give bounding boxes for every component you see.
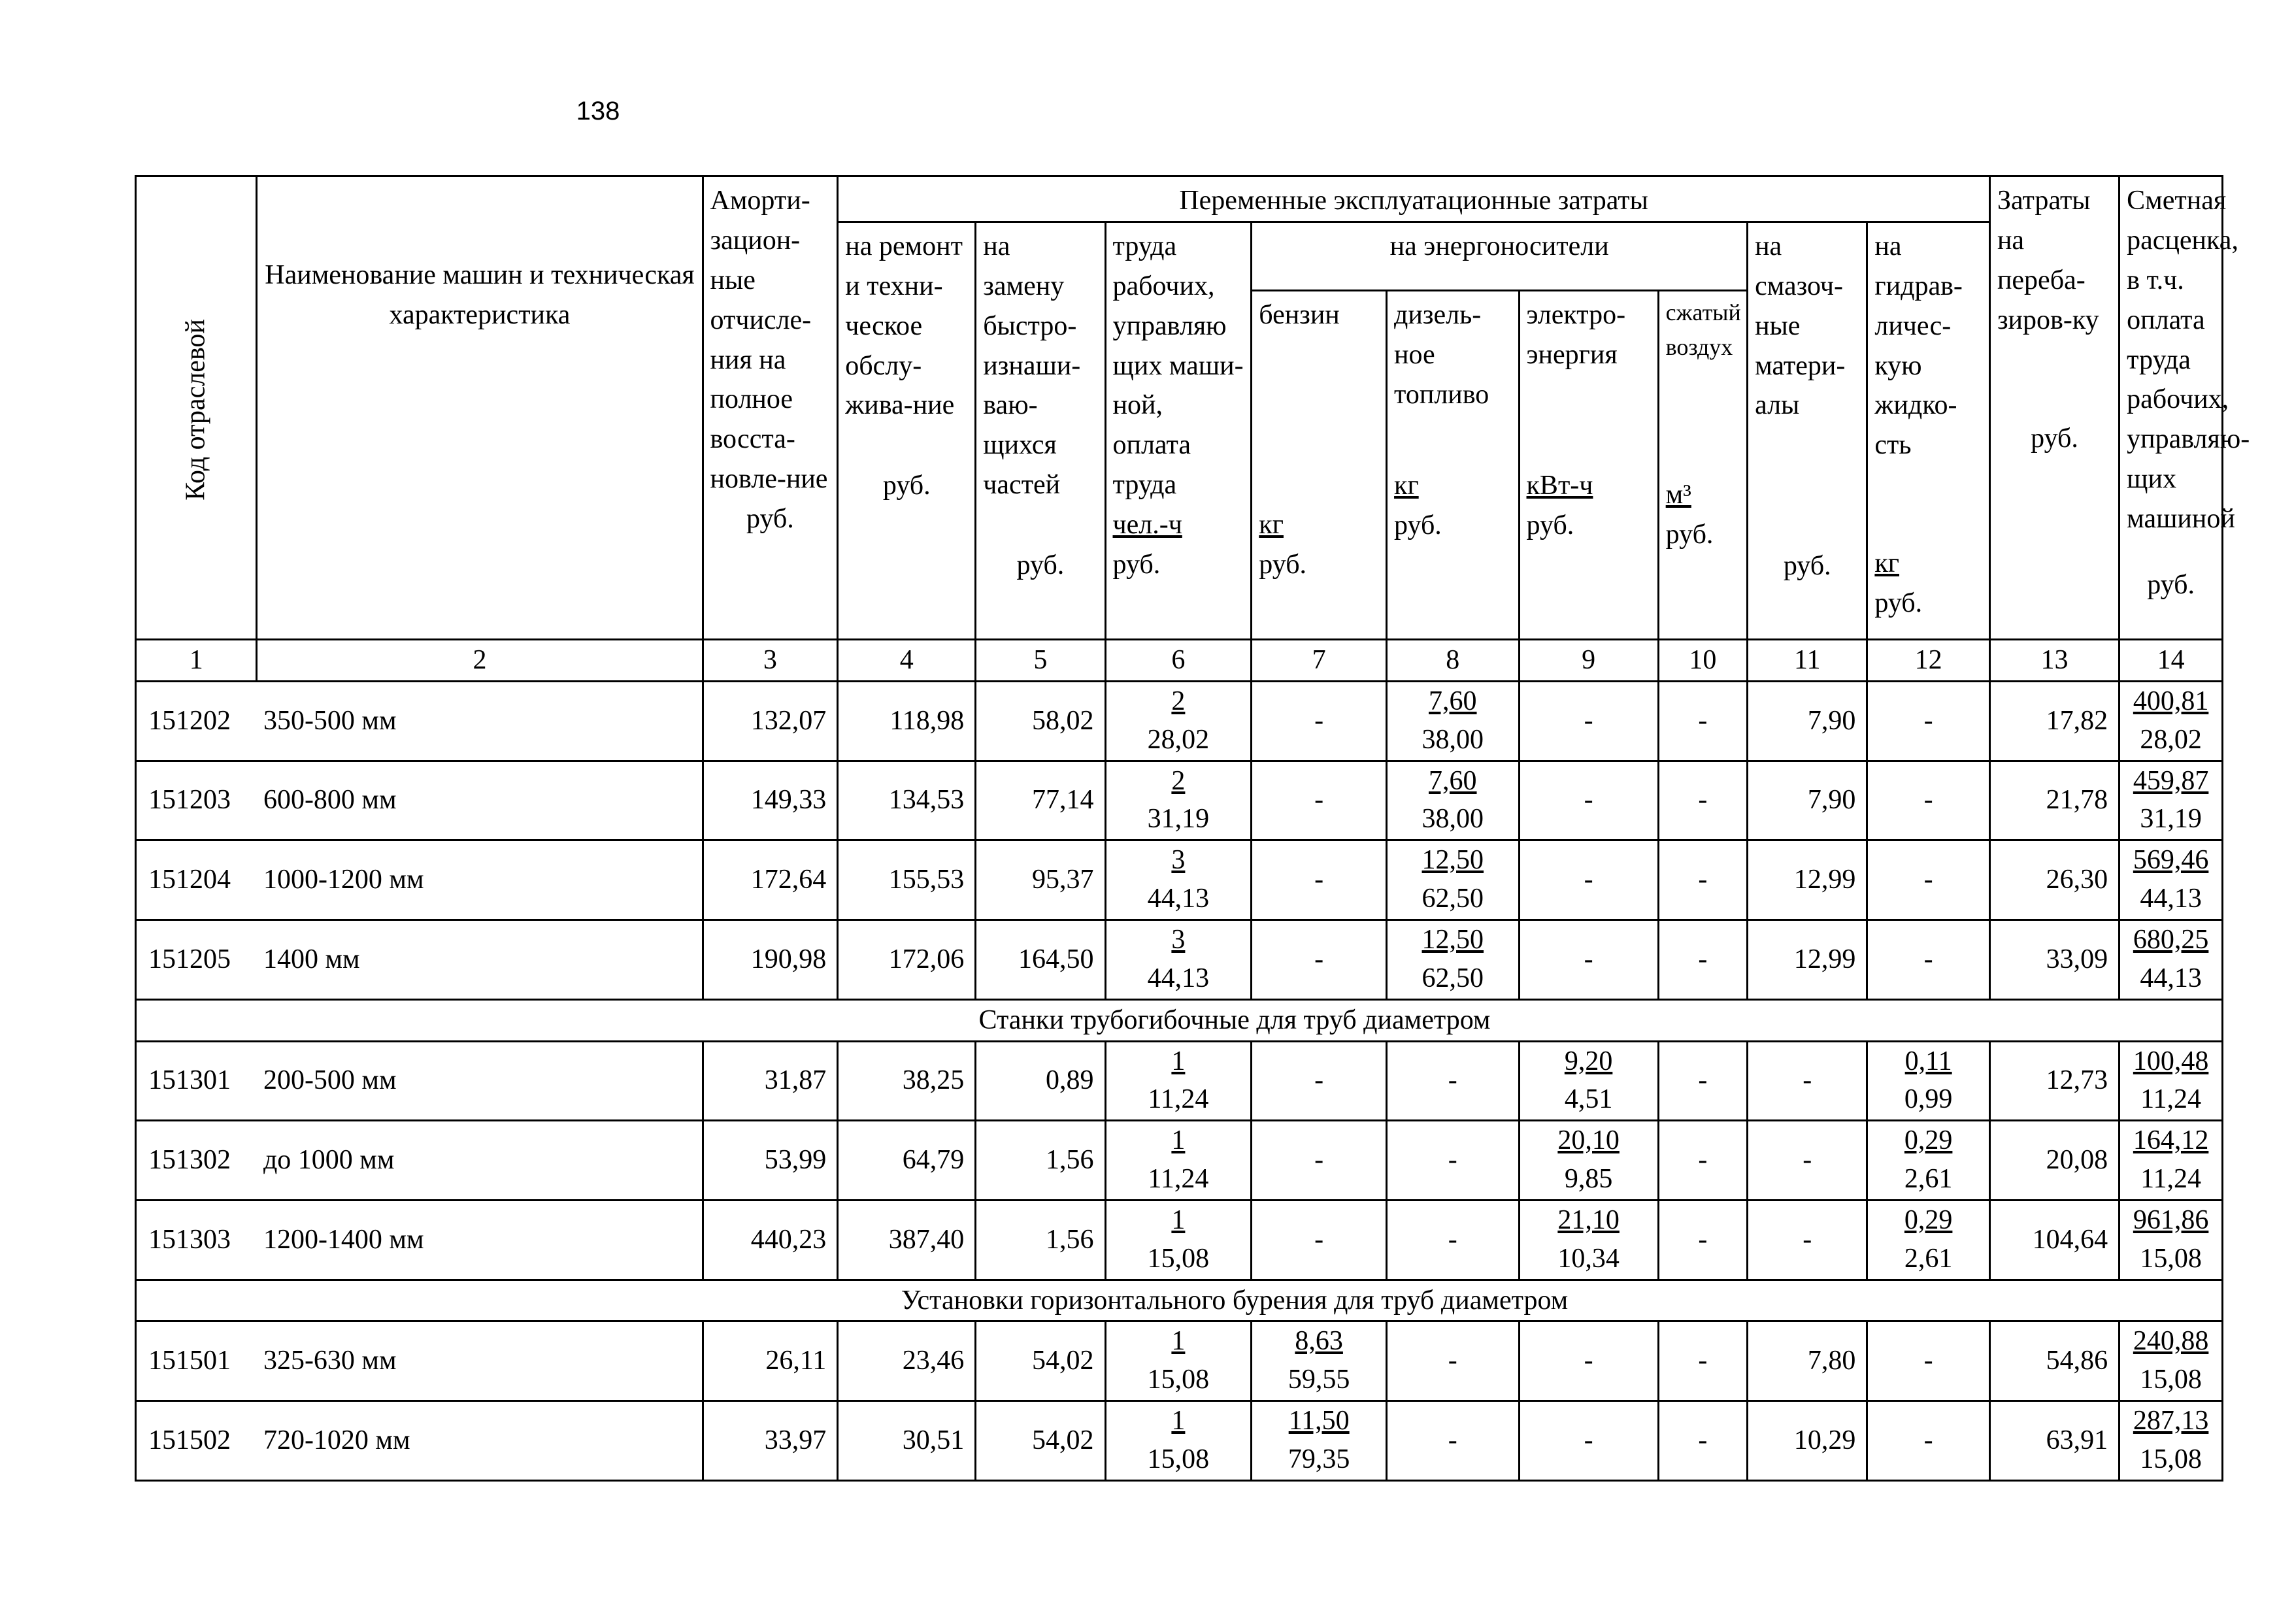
cell-air: - [1658, 1121, 1747, 1201]
column-number: 4 [838, 640, 976, 682]
cell-diesel [1387, 840, 1519, 920]
cell-lubricant: - [1748, 1200, 1867, 1280]
cell-value-top: 287,13 [2133, 1406, 2209, 1436]
cell-value-bottom: 79,35 [1288, 1444, 1350, 1474]
page-number: 138 [576, 97, 620, 125]
header-code: Код отраслевой [136, 176, 257, 640]
header-estimate: Сметная расценка, в т.ч. оплата труда рабочих, управляю-щих машиной руб. [2119, 176, 2223, 640]
cell-code: 151301 [136, 1041, 257, 1121]
cell-repair: 172,06 [838, 920, 976, 999]
cell-value-bottom: 11,24 [2140, 1084, 2202, 1115]
cell-electric: - [1519, 840, 1658, 920]
cell-value-bottom: 15,08 [2140, 1444, 2202, 1474]
cell-labor [1105, 1401, 1252, 1481]
cell-estimate [2119, 1121, 2223, 1201]
header-name: Наименование машин и техническая характеристика [257, 176, 703, 640]
cell-replace: 54,02 [976, 1321, 1105, 1401]
group-title-row [136, 1280, 2223, 1321]
cell-name: до 1000 мм [257, 1121, 703, 1201]
cell-replace: 77,14 [976, 761, 1105, 840]
cell-electric [1519, 1121, 1658, 1201]
cell-diesel [1387, 681, 1519, 761]
cell-amort: 149,33 [703, 761, 838, 840]
cell-value-bottom: 15,08 [2140, 1243, 2202, 1274]
cell-value-top: 7,60 [1429, 765, 1477, 796]
cell-diesel: - [1387, 1401, 1519, 1481]
cell-code: 151501 [136, 1321, 257, 1401]
table-body [136, 681, 2223, 1480]
cell-value-top: 100,48 [2133, 1046, 2209, 1076]
table-row [136, 920, 2223, 999]
cell-value-bottom: 28,02 [2140, 724, 2202, 755]
cell-value-bottom: 15,08 [1147, 1365, 1210, 1395]
cell-value-bottom: 31,19 [1147, 804, 1210, 835]
cell-value-top: 3 [1171, 924, 1186, 955]
cell-relocation: 26,30 [1989, 840, 2119, 920]
header-lubricant: на смазоч-ные матери-алы руб. [1748, 222, 1867, 639]
cell-value-top: 680,25 [2133, 924, 2209, 955]
header-electric: электро-энергия кВт-ч руб. [1519, 291, 1658, 640]
cell-lubricant: 7,80 [1748, 1321, 1867, 1401]
cell-hydraulic [1867, 1200, 1990, 1280]
cell-diesel: - [1387, 1321, 1519, 1401]
cell-value-top: 12,50 [1421, 845, 1484, 876]
cell-replace: 95,37 [976, 840, 1105, 920]
cell-lubricant: 7,90 [1748, 681, 1867, 761]
cell-estimate [2119, 840, 2223, 920]
cell-relocation: 104,64 [1989, 1200, 2119, 1280]
header-amort: Аморти-зацион-ные отчисле-ния на полное восста-новле-ние руб. [703, 176, 838, 640]
cell-petrol: - [1252, 920, 1387, 999]
cell-diesel: - [1387, 1200, 1519, 1280]
cell-hydraulic [1867, 1041, 1990, 1121]
cell-repair: 155,53 [838, 840, 976, 920]
cell-value-top: 0,29 [1904, 1204, 1953, 1235]
table-row [136, 1041, 2223, 1121]
cell-petrol: - [1252, 840, 1387, 920]
cell-code: 151203 [136, 761, 257, 840]
table-row [136, 1321, 2223, 1401]
cell-code: 151202 [136, 681, 257, 761]
cell-code: 151302 [136, 1121, 257, 1201]
cell-name: 1000-1200 мм [257, 840, 703, 920]
cell-estimate [2119, 1200, 2223, 1280]
cell-amort: 190,98 [703, 920, 838, 999]
cell-amort: 33,97 [703, 1401, 838, 1481]
cell-value-top: 21,10 [1557, 1204, 1620, 1235]
group-title: Установки горизонтального бурения для труб диаметром [136, 1280, 2223, 1321]
header-var-costs: Переменные эксплуатационные затраты [838, 176, 1990, 222]
cell-code: 151303 [136, 1200, 257, 1280]
cell-lubricant: - [1748, 1041, 1867, 1121]
cell-value-top: 12,50 [1421, 924, 1484, 955]
cell-value-top: 1 [1171, 1406, 1186, 1436]
cell-value-top: 1 [1171, 1046, 1186, 1076]
cell-relocation: 63,91 [1989, 1401, 2119, 1481]
cell-labor [1105, 840, 1252, 920]
cell-value-bottom: 9,85 [1564, 1164, 1613, 1195]
column-number: 13 [1989, 640, 2119, 682]
cell-lubricant: - [1748, 1121, 1867, 1201]
column-number: 12 [1867, 640, 1990, 682]
cell-value-bottom: 44,13 [2140, 963, 2202, 993]
header-hydraulic: на гидрав-личес-кую жидко-сть кг руб. [1867, 222, 1990, 639]
cell-value-bottom: 11,24 [1148, 1164, 1209, 1195]
cell-amort: 440,23 [703, 1200, 838, 1280]
cell-air: - [1658, 1321, 1747, 1401]
cell-electric: - [1519, 681, 1658, 761]
cell-relocation: 20,08 [1989, 1121, 2119, 1201]
cell-value-bottom: 2,61 [1904, 1164, 1953, 1195]
cell-labor [1105, 1200, 1252, 1280]
cell-replace: 1,56 [976, 1200, 1105, 1280]
header-repair: на ремонт и техни-ческое обслу-жива-ние руб. [838, 222, 976, 639]
cell-repair: 118,98 [838, 681, 976, 761]
column-number: 5 [976, 640, 1105, 682]
header-replace: на замену быстро-изнаши-ваю-щихся частей руб. [976, 222, 1105, 639]
header-labor: труда рабочих, управляю щих маши-ной, оплата труда чел.-ч руб. [1105, 222, 1252, 639]
column-number: 8 [1387, 640, 1519, 682]
table-row [136, 1401, 2223, 1481]
header-energy: на энергоносители [1252, 222, 1748, 291]
cell-value-bottom: 11,24 [1148, 1084, 1209, 1115]
cell-value-bottom: 62,50 [1421, 963, 1484, 993]
cell-labor [1105, 1041, 1252, 1121]
cell-labor [1105, 681, 1252, 761]
cell-hydraulic: - [1867, 1401, 1990, 1481]
cell-air: - [1658, 1200, 1747, 1280]
cell-value-top: 3 [1171, 845, 1186, 876]
cell-petrol: - [1252, 681, 1387, 761]
cell-value-top: 0,29 [1904, 1125, 1953, 1156]
cell-lubricant: 10,29 [1748, 1401, 1867, 1481]
column-number: 11 [1748, 640, 1867, 682]
cell-name: 600-800 мм [257, 761, 703, 840]
cell-relocation: 17,82 [1989, 681, 2119, 761]
cell-repair: 134,53 [838, 761, 976, 840]
cell-hydraulic: - [1867, 920, 1990, 999]
cell-value-top: 164,12 [2133, 1125, 2209, 1156]
cell-name: 1200-1400 мм [257, 1200, 703, 1280]
column-number: 10 [1658, 640, 1747, 682]
header-relocation: Затраты на переба-зиров-ку руб. [1989, 176, 2119, 640]
cell-value-top: 2 [1171, 765, 1186, 796]
cell-air: - [1658, 681, 1747, 761]
column-number: 6 [1105, 640, 1252, 682]
cell-value-top: 0,11 [1904, 1046, 1952, 1076]
cell-hydraulic: - [1867, 761, 1990, 840]
cell-estimate [2119, 1321, 2223, 1401]
table-header [136, 176, 2250, 682]
cell-estimate [2119, 1041, 2223, 1121]
column-number: 1 [136, 640, 257, 682]
cell-relocation: 12,73 [1989, 1041, 2119, 1121]
cell-value-bottom: 4,51 [1564, 1084, 1613, 1115]
cell-relocation: 54,86 [1989, 1321, 2119, 1401]
cell-value-bottom: 31,19 [2140, 804, 2202, 835]
cell-relocation: 33,09 [1989, 920, 2119, 999]
cell-value-bottom: 62,50 [1421, 884, 1484, 914]
cell-air: - [1658, 761, 1747, 840]
cell-hydraulic: - [1867, 1321, 1990, 1401]
cell-labor [1105, 1321, 1252, 1401]
group-title: Станки трубогибочные для труб диаметром [136, 999, 2223, 1041]
cell-replace: 58,02 [976, 681, 1105, 761]
cell-petrol [1252, 1321, 1387, 1401]
header-petrol: бензин кг руб. [1252, 291, 1387, 640]
cell-hydraulic: - [1867, 840, 1990, 920]
cell-value-bottom: 0,99 [1904, 1084, 1953, 1115]
cell-name: 325-630 мм [257, 1321, 703, 1401]
cell-lubricant: 7,90 [1748, 761, 1867, 840]
cell-value-top: 11,50 [1288, 1406, 1350, 1436]
cell-value-bottom: 44,13 [1147, 884, 1210, 914]
cell-value-top: 1 [1171, 1326, 1186, 1357]
cell-electric: - [1519, 1321, 1658, 1401]
cell-amort: 132,07 [703, 681, 838, 761]
cell-repair: 64,79 [838, 1121, 976, 1201]
group-title-row [136, 999, 2223, 1041]
cell-electric [1519, 1200, 1658, 1280]
cell-replace: 54,02 [976, 1401, 1105, 1481]
header-air: сжатый воздух м³ руб. [1658, 291, 1747, 640]
column-number: 9 [1519, 640, 1658, 682]
cell-code: 151205 [136, 920, 257, 999]
column-number-row [136, 640, 2223, 682]
cell-code: 151204 [136, 840, 257, 920]
cell-value-bottom: 15,08 [2140, 1365, 2202, 1395]
cell-value-top: 20,10 [1557, 1125, 1620, 1156]
cell-petrol: - [1252, 1041, 1387, 1121]
cell-value-top: 240,88 [2133, 1326, 2209, 1357]
cell-repair: 23,46 [838, 1321, 976, 1401]
cell-repair: 38,25 [838, 1041, 976, 1121]
cell-value-bottom: 11,24 [2140, 1164, 2202, 1195]
cell-hydraulic [1867, 1121, 1990, 1201]
table-row [136, 761, 2223, 840]
cell-value-top: 1 [1171, 1125, 1186, 1156]
cell-value-top: 7,60 [1429, 686, 1477, 716]
cell-electric [1519, 1041, 1658, 1121]
cell-replace: 164,50 [976, 920, 1105, 999]
cell-petrol: - [1252, 761, 1387, 840]
cell-name: 200-500 мм [257, 1041, 703, 1121]
cell-value-bottom: 2,61 [1904, 1243, 1953, 1274]
cell-labor [1105, 761, 1252, 840]
column-number: 7 [1252, 640, 1387, 682]
cost-table [135, 175, 2250, 1482]
cell-hydraulic: - [1867, 681, 1990, 761]
cell-replace: 1,56 [976, 1121, 1105, 1201]
cell-relocation: 21,78 [1989, 761, 2119, 840]
cell-petrol: - [1252, 1121, 1387, 1201]
table-row [136, 840, 2223, 920]
cell-lubricant: 12,99 [1748, 840, 1867, 920]
cell-value-top: 1 [1171, 1204, 1186, 1235]
cell-petrol: - [1252, 1200, 1387, 1280]
cell-diesel: - [1387, 1041, 1519, 1121]
cell-value-bottom: 44,13 [1147, 963, 1210, 993]
cell-electric: - [1519, 1401, 1658, 1481]
cell-name: 1400 мм [257, 920, 703, 999]
cell-air: - [1658, 1401, 1747, 1481]
cell-amort: 172,64 [703, 840, 838, 920]
cell-air: - [1658, 920, 1747, 999]
cell-estimate [2119, 1401, 2223, 1481]
cell-amort: 26,11 [703, 1321, 838, 1401]
cell-value-top: 459,87 [2133, 765, 2209, 796]
cell-diesel [1387, 761, 1519, 840]
cell-repair: 387,40 [838, 1200, 976, 1280]
cell-value-top: 9,20 [1564, 1046, 1613, 1076]
cell-value-bottom: 10,34 [1557, 1243, 1620, 1274]
cell-value-bottom: 28,02 [1147, 724, 1210, 755]
cell-repair: 30,51 [838, 1401, 976, 1481]
cell-diesel [1387, 920, 1519, 999]
cell-labor [1105, 920, 1252, 999]
cell-value-bottom: 38,00 [1421, 804, 1484, 835]
cell-name: 350-500 мм [257, 681, 703, 761]
cell-estimate [2119, 761, 2223, 840]
cell-replace: 0,89 [976, 1041, 1105, 1121]
cell-air: - [1658, 1041, 1747, 1121]
cell-lubricant: 12,99 [1748, 920, 1867, 999]
column-number: 14 [2119, 640, 2223, 682]
cell-air: - [1658, 840, 1747, 920]
cell-value-top: 2 [1171, 686, 1186, 716]
cell-name: 720-1020 мм [257, 1401, 703, 1481]
cell-electric: - [1519, 920, 1658, 999]
cell-value-bottom: 15,08 [1147, 1243, 1210, 1274]
table-row [136, 1200, 2223, 1280]
header-diesel: дизель-ное топливо кг руб. [1387, 291, 1519, 640]
column-number: 3 [703, 640, 838, 682]
column-number: 2 [257, 640, 703, 682]
cell-estimate [2119, 920, 2223, 999]
cell-electric: - [1519, 761, 1658, 840]
cell-value-bottom: 59,55 [1288, 1365, 1350, 1395]
cell-estimate [2119, 681, 2223, 761]
cell-value-bottom: 15,08 [1147, 1444, 1210, 1474]
cell-value-bottom: 38,00 [1421, 724, 1484, 755]
cell-value-top: 400,81 [2133, 686, 2209, 716]
cell-code: 151502 [136, 1401, 257, 1481]
table-row [136, 1121, 2223, 1201]
cell-diesel: - [1387, 1121, 1519, 1201]
cell-amort: 31,87 [703, 1041, 838, 1121]
cell-value-top: 8,63 [1295, 1326, 1343, 1357]
cell-amort: 53,99 [703, 1121, 838, 1201]
table-row [136, 681, 2223, 761]
cell-value-top: 961,86 [2133, 1204, 2209, 1235]
cell-petrol [1252, 1401, 1387, 1481]
cell-value-bottom: 44,13 [2140, 884, 2202, 914]
cell-value-top: 569,46 [2133, 845, 2209, 876]
cell-labor [1105, 1121, 1252, 1201]
